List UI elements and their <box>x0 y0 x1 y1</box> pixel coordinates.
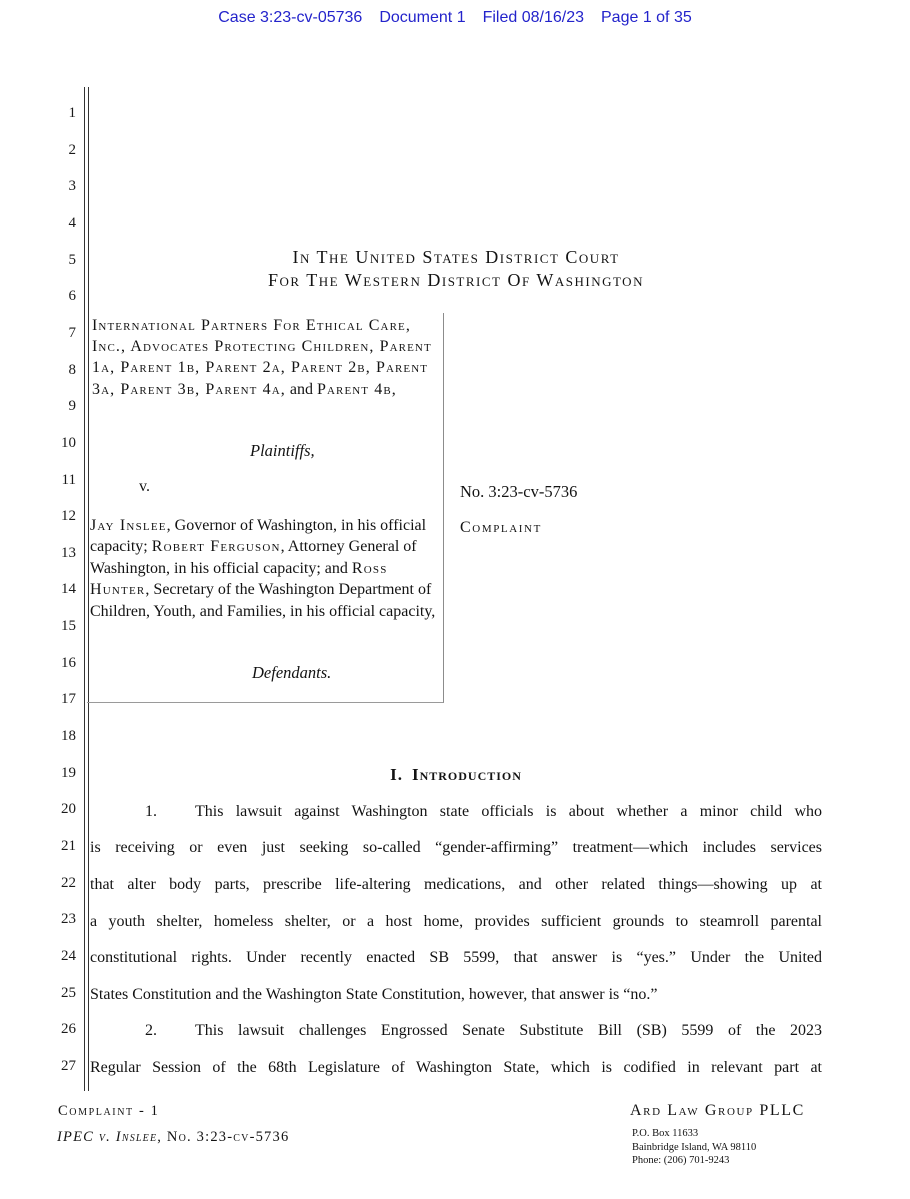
line-number: 20 <box>61 801 76 818</box>
page-number-stamp: Page 1 of 35 <box>601 9 692 26</box>
case-number-stamp: Case 3:23-cv-05736 <box>218 9 363 26</box>
paragraph-line: constitutional rights. Under recently enacted SB 5599, that answer is “yes.” Under the United <box>90 949 822 967</box>
paragraph-text: This lawsuit challenges Engrossed Senate Substitute Bill (SB) 5599 of the 2023 <box>195 1022 822 1040</box>
defendant-title-inslee: , Governor of Washington, in his official capacity; <box>90 517 427 556</box>
line-number: 25 <box>61 984 76 1001</box>
plaintiffs-names-end: Parent 4b, <box>316 380 397 398</box>
line-number: 12 <box>61 508 76 525</box>
line-number: 14 <box>61 581 76 598</box>
line-number-column <box>44 0 76 1199</box>
footer-case-number: , No. 3:23-cv-5736 <box>157 1129 290 1145</box>
versus: v. <box>139 478 150 495</box>
footer-case-name: IPEC v. Inslee <box>57 1129 158 1145</box>
law-firm-address <box>632 1127 756 1168</box>
defendant-title-ferguson: , Attorney General of Washington, in his official capacity; and <box>90 538 417 577</box>
line-number: 19 <box>61 764 76 781</box>
section-heading-text: Introduction <box>411 765 522 784</box>
defendant-name-inslee: Jay Inslee <box>90 517 167 534</box>
paragraph-line: is receiving or even just seeking so-called “gender-affirming” treatment—which includes services <box>90 839 822 857</box>
section-heading <box>90 757 822 794</box>
line-number: 5 <box>68 251 76 268</box>
line-number: 4 <box>68 214 76 231</box>
footer-page-label: Complaint - 1 <box>58 1103 160 1119</box>
line-number: 13 <box>61 544 76 561</box>
defendants-text <box>90 515 442 622</box>
plaintiffs-names <box>92 315 438 400</box>
plaintiffs-names-smallcaps: International Partners For Ethical Care, Inc., Advocates Protecting Children, Parent 1a, Parent 1b, Parent 2a, Parent 2b, Parent 3a, Parent 3b, Parent 4a, <box>92 317 432 398</box>
paragraph-number: 2. <box>145 1022 157 1040</box>
court-title-line2: For The Western District Of Washington <box>268 270 644 290</box>
line-number: 1 <box>68 105 76 121</box>
footer-case-cite <box>57 1129 289 1146</box>
line-number: 22 <box>61 874 76 891</box>
court-title-line1: In The United States District Court <box>292 247 620 267</box>
line-number: 11 <box>61 471 76 488</box>
paragraph-line <box>90 794 822 831</box>
law-firm-name: Ard Law Group PLLC <box>630 1102 805 1119</box>
line-number: 26 <box>61 1021 76 1038</box>
line-number: 7 <box>68 324 76 341</box>
line-number: 27 <box>61 1057 76 1074</box>
paragraph-line: a youth shelter, homeless shelter, or a host home, provides sufficient grounds to steamroll parental <box>90 912 822 930</box>
line-number: 6 <box>68 288 76 305</box>
defendants-label: Defendants. <box>252 663 332 682</box>
line-number: 17 <box>61 691 76 708</box>
paragraph-text: This lawsuit against Washington state officials is about whether a minor child who <box>195 802 822 820</box>
line-number: 21 <box>61 838 76 854</box>
line-number: 3 <box>68 178 76 195</box>
caption-box <box>87 313 444 703</box>
pacer-stamp-header <box>0 9 910 27</box>
introduction-section <box>90 757 822 1087</box>
paragraph-line <box>90 1013 822 1050</box>
paragraph-line: Regular Session of the 68th Legislature of Washington State, which is codified in relevant part at <box>90 1059 822 1077</box>
defendant-name-ferguson: Robert Ferguson <box>151 538 281 556</box>
document-title: Complaint <box>460 519 542 536</box>
defendant-name-hunter: Ross Hunter <box>90 559 388 599</box>
line-number: 16 <box>61 654 76 671</box>
paragraph-line: States Constitution and the Washington State Constitution, however, that answer is “no.” <box>90 985 658 1003</box>
firm-address-line: Phone: (206) 701-9243 <box>632 1155 730 1166</box>
paragraph-line: that alter body parts, prescribe life-altering medications, and other related things—showing up at <box>90 875 822 893</box>
court-title <box>90 246 822 292</box>
firm-address-line: Bainbridge Island, WA 98110 <box>632 1141 757 1153</box>
line-number: 10 <box>61 434 76 451</box>
document-number-stamp: Document 1 <box>379 9 466 26</box>
plaintiffs-label: Plaintiffs, <box>250 441 315 460</box>
line-number: 18 <box>61 728 76 745</box>
plaintiffs-and: and <box>285 380 317 398</box>
line-number: 15 <box>61 618 76 635</box>
filed-date-stamp: Filed 08/16/23 <box>482 9 584 26</box>
line-number: 9 <box>68 398 76 415</box>
line-number: 8 <box>68 361 76 378</box>
firm-address-line: P.O. Box 11633 <box>632 1128 699 1139</box>
section-heading-number: I. <box>390 765 403 784</box>
line-number: 2 <box>68 141 76 158</box>
case-number: No. 3:23-cv-5736 <box>460 482 578 501</box>
defendant-title-hunter: , Secretary of the Washington Department of Children, Youth, and Families, in his official capacity, <box>90 581 436 620</box>
line-number: 24 <box>61 947 76 964</box>
paragraph-number: 1. <box>145 802 157 820</box>
line-number: 23 <box>61 911 76 928</box>
